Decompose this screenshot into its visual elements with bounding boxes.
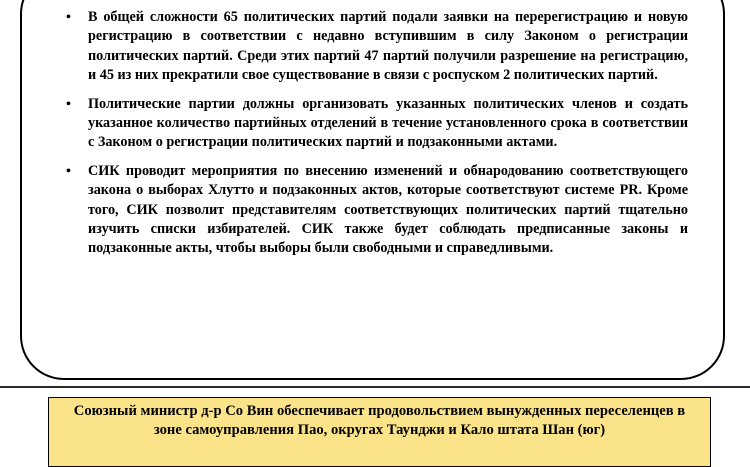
bullet-item-2 (58, 95, 688, 153)
bullet-item-text: Политические партии должны организовать указанных политических членов и создать указанное количество партийных отделений в течение установленного срока в соответствии с Законом о регистрации политических партий и подзаконными актами. (88, 95, 688, 151)
bullet-item-3 (58, 162, 688, 259)
section-divider (0, 386, 750, 388)
bullet-icon: • (66, 10, 71, 25)
bullet-item-text: В общей сложности 65 политических партий подали заявки на перерегистрацию и новую регистрацию в соответствии с недавно вступившим в силу Законом о регистрации политических партий. Среди этих партий 47 партий получили разрешение на регистрацию, и 45 из них прекратили свое существование в связи с роспуском 2 политических партий. (88, 9, 688, 84)
bullet-icon: • (66, 163, 71, 179)
news-headline-text: Союзный министр д-р Со Вин обеспечивает продовольствием вынужденных переселенцев в зоне самоуправления Пао, округах Таунджи и Кало штата Шан (юг) (73, 403, 686, 438)
bullet-icon: • (66, 96, 71, 112)
news-headline-banner (48, 397, 711, 467)
bullet-list (58, 8, 688, 268)
bullet-item-text: СИК проводит мероприятия по внесению изменений и обнародованию соответствующего закона о выборах Хлутто и подзаконных актов, которые соответствуют системе PR. Кроме того, СИК позволит представителям соответствующих политических партий тщательно изучить списки избирателей. СИК также будет соблюдать предписанные законы и подзаконные акты, чтобы выборы были свободными и справедливыми. (88, 162, 688, 257)
bullet-item-1 (58, 8, 688, 86)
